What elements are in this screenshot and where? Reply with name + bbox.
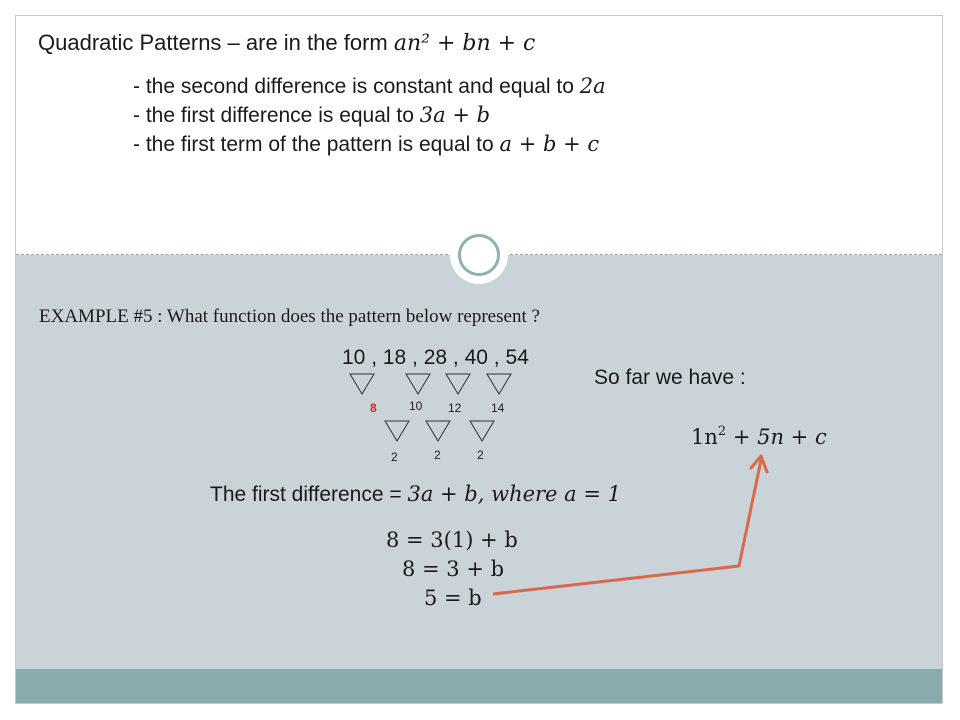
second-difference-value: 2: [391, 450, 398, 464]
first-difference-value: 12: [448, 401, 462, 415]
first-difference-statement: The first difference = 3a + b, where a = 1: [210, 482, 621, 506]
first-difference-value: 8: [370, 401, 377, 415]
equation-line: 8 = 3(1) + b: [386, 528, 518, 552]
rule-formula: a + b + c: [499, 132, 600, 156]
so-far-label: So far we have :: [594, 366, 746, 389]
example-question: EXAMPLE #5 : What function does the pattern below represent ?: [39, 306, 540, 327]
rule-item: - the second difference is constant and equal to 2a: [133, 74, 606, 98]
equation-line: 8 = 3 + b: [402, 557, 505, 581]
heading-text: Quadratic Patterns – are in the form: [38, 30, 394, 55]
rule-formula: 2a: [579, 74, 606, 98]
heading-formula: an² + bn + c: [393, 31, 536, 56]
first-difference-value: 10: [409, 399, 423, 413]
rule-item: - the first term of the pattern is equal to a + b + c: [133, 132, 600, 156]
rule-item: - the first difference is equal to 3a + b: [133, 103, 491, 127]
result-expression: $1n^2 + 5n + c$: [691, 424, 827, 449]
second-difference-value: 2: [434, 448, 441, 462]
rule-formula: 3a + b: [419, 103, 491, 127]
number-sequence: 10 , 18 , 28 , 40 , 54: [342, 346, 529, 369]
second-difference-value: 2: [477, 448, 484, 462]
first-difference-value: 14: [491, 401, 505, 415]
equation-line: 5 = b: [424, 586, 482, 610]
first-difference-formula: 3a + b, where a = 1: [407, 482, 621, 506]
